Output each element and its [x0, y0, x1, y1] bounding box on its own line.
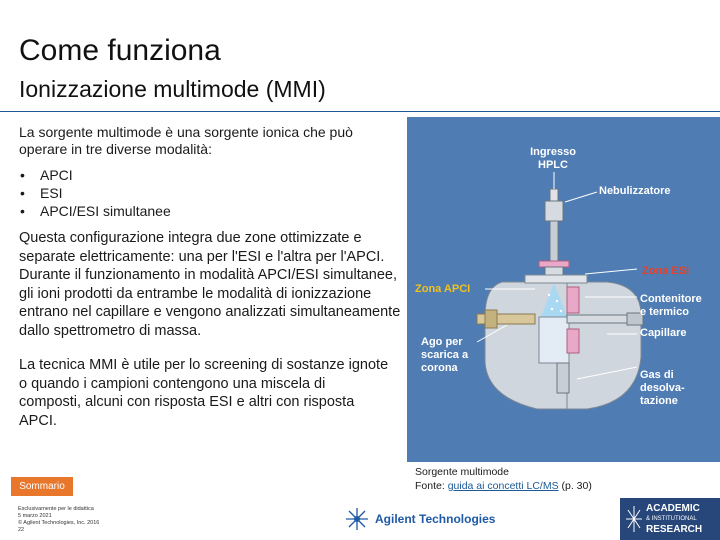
usage-paragraph: La tecnica MMI è utile per lo screening di sostanze ignote o quando i campioni contengono una miscela di composti, alcuni con risposta ESI e altri con risposta APCI.: [19, 357, 389, 429]
legal-notice: Esclusivamente per le didattica 5 marzo 2021 © Agilent Technologies, Inc. 2016 22: [18, 506, 100, 533]
corona-needle-label: Ago per scarica a corona: [421, 336, 469, 374]
agilent-logo: [345, 507, 495, 531]
academic-logo-icon: [624, 504, 644, 534]
caption-title: Sorgente multimode: [415, 466, 509, 478]
mode-list: [19, 166, 171, 220]
list-item: • ESI: [19, 184, 171, 202]
config-paragraph: Questa configurazione integra due zone ottimizzate e separate elettricamente: una per l'ESI e l'altra per l'APCI. Durante il funzionamento in modalità APCI/ESI simultanee, gli ioni prodotti da entrambe le modalità di ionizzazione entrano nel capillare e vengono analizzati simultaneamente dallo spettrometro di massa.: [19, 230, 401, 339]
slide-subtitle: Ionizzazione multimode (MMI): [19, 76, 326, 102]
capillary-label: Capillare: [640, 327, 687, 339]
apci-zone-label: Zona APCI: [415, 283, 471, 295]
nebulizer-label: Nebulizzatore: [599, 185, 671, 197]
sommario-button[interactable]: Sommario: [11, 477, 73, 496]
agilent-brand-text: Agilent Technologies: [375, 512, 496, 526]
agilent-spark-icon: [345, 507, 369, 531]
list-item: • APCI: [19, 166, 171, 184]
intro-text: La sorgente multimode è una sorgente ionica che può operare in tre diverse modalità:: [19, 124, 353, 157]
thermal-container-label: Contenitore e termico: [640, 293, 702, 318]
esi-zone-label: Zona ESI: [642, 265, 690, 277]
page-number: 22: [18, 527, 25, 533]
caption-source: Fonte: guida ai concetti LC/MS (p. 30): [415, 480, 592, 492]
slide-title: Come funziona: [19, 34, 221, 67]
academic-research-logo: ACADEMIC & INSTITUTIONAL RESEARCH: [620, 498, 720, 540]
source-link[interactable]: guida ai concetti LC/MS: [447, 480, 559, 492]
list-item: • APCI/ESI simultanee: [19, 202, 171, 220]
hplc-inlet-label: Ingresso HPLC: [530, 146, 576, 171]
desolvation-gas-label: Gas di desolva- tazione: [640, 369, 685, 407]
figure-caption: [415, 465, 592, 493]
mmi-source-diagram: [407, 117, 720, 462]
header-divider: [0, 111, 720, 112]
